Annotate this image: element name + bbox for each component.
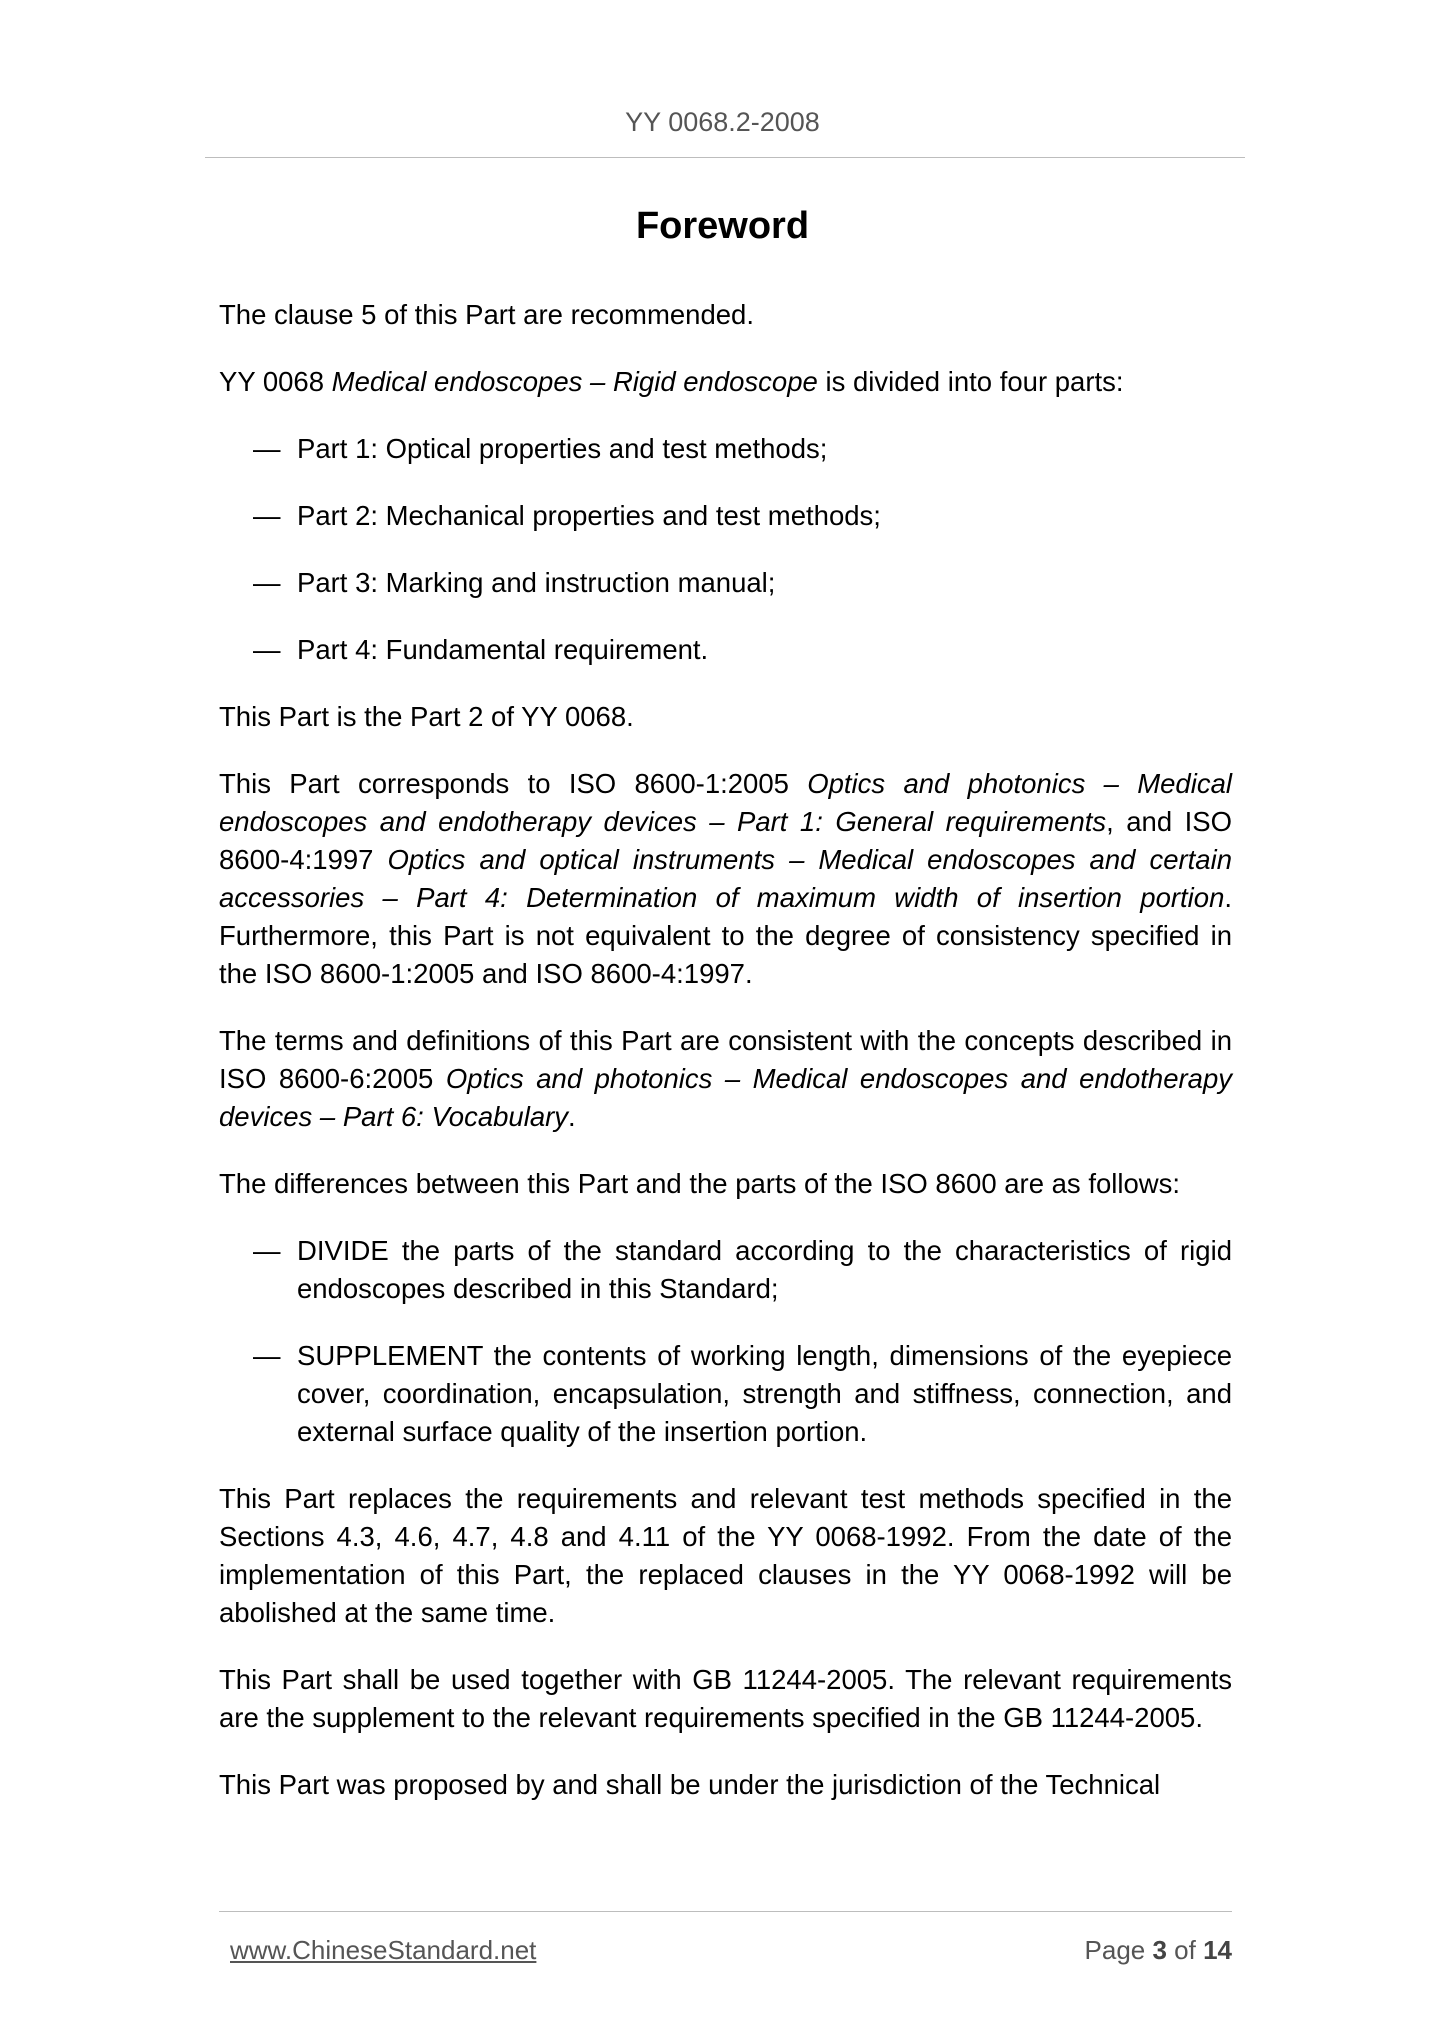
dash-bullet: — (253, 500, 281, 531)
page-indicator: Page 3 of 14 (1084, 1935, 1232, 1965)
list-item: — Part 1: Optical properties and test methods; (219, 430, 1232, 468)
website-link[interactable]: www.ChineseStandard.net (230, 1935, 537, 1965)
list-item: — Part 2: Mechanical properties and test methods; (219, 497, 1232, 535)
list-item: — DIVIDE the parts of the standard according to the characteristics of rigid endoscopes described in this Standard; (219, 1232, 1232, 1308)
paragraph-jurisdiction: This Part was proposed by and shall be under the jurisdiction of the Technical (219, 1769, 1161, 1800)
footer-divider (219, 1911, 1232, 1912)
dash-bullet: — (253, 567, 281, 598)
dash-bullet: — (253, 1340, 281, 1371)
header-divider (205, 157, 1245, 158)
document-code-header: YY 0068.2-2008 (625, 107, 820, 137)
dash-bullet: — (253, 634, 281, 665)
list-item: — SUPPLEMENT the contents of working length, dimensions of the eyepiece cover, coordination, encapsulation, strength and stiffness, connection, and external surface quality of the insertion portion. (219, 1337, 1232, 1451)
paragraph-iso-correspondence: This Part corresponds to ISO 8600-1:2005 Optics and photonics – Medical endoscopes and endotherapy devices – Part 1: General requirements, and ISO 8600-4:1997 Optics and optical instruments – Medical endoscopes and certain accessories – Part 4: Determination of maximum width of insertion portion. Furthermore, this Part is not equivalent to the degree of consistency specified in the ISO 8600-1:2005 and ISO 8600-4:1997. (219, 768, 1232, 989)
page-title: Foreword (635, 205, 810, 247)
paragraph-part-number: This Part is the Part 2 of YY 0068. (219, 701, 634, 732)
list-item: — Part 4: Fundamental requirement. (219, 631, 1232, 669)
dash-bullet: — (253, 433, 281, 464)
foreword-body (219, 296, 1232, 1833)
paragraph-gb-usage: This Part shall be used together with GB 11244-2005. The relevant requirements are the supplement to the relevant requirements specified in the GB 11244-2005. (219, 1664, 1232, 1733)
paragraph-replacement: This Part replaces the requirements and relevant test methods specified in the Sections 4.3, 4.6, 4.7, 4.8 and 4.11 of the YY 0068-1992. From the date of the implementation of this Part, the replaced clauses in the YY 0068-1992 will be abolished at the same time. (219, 1483, 1232, 1628)
paragraph-parts-intro: YY 0068 Medical endoscopes – Rigid endoscope is divided into four parts: (219, 366, 1124, 397)
paragraph-differences-intro: The differences between this Part and the parts of the ISO 8600 are as follows: (219, 1168, 1181, 1199)
paragraph-terms-definitions: The terms and definitions of this Part are consistent with the concepts described in ISO 8600-6:2005 Optics and photonics – Medical endoscopes and endotherapy devices – Part 6: Vocabulary. (219, 1025, 1232, 1132)
paragraph-recommended: The clause 5 of this Part are recommended. (219, 299, 754, 330)
dash-bullet: — (253, 1235, 281, 1266)
differences-list (219, 1232, 1232, 1451)
parts-list (219, 430, 1232, 669)
list-item: — Part 3: Marking and instruction manual; (219, 564, 1232, 602)
